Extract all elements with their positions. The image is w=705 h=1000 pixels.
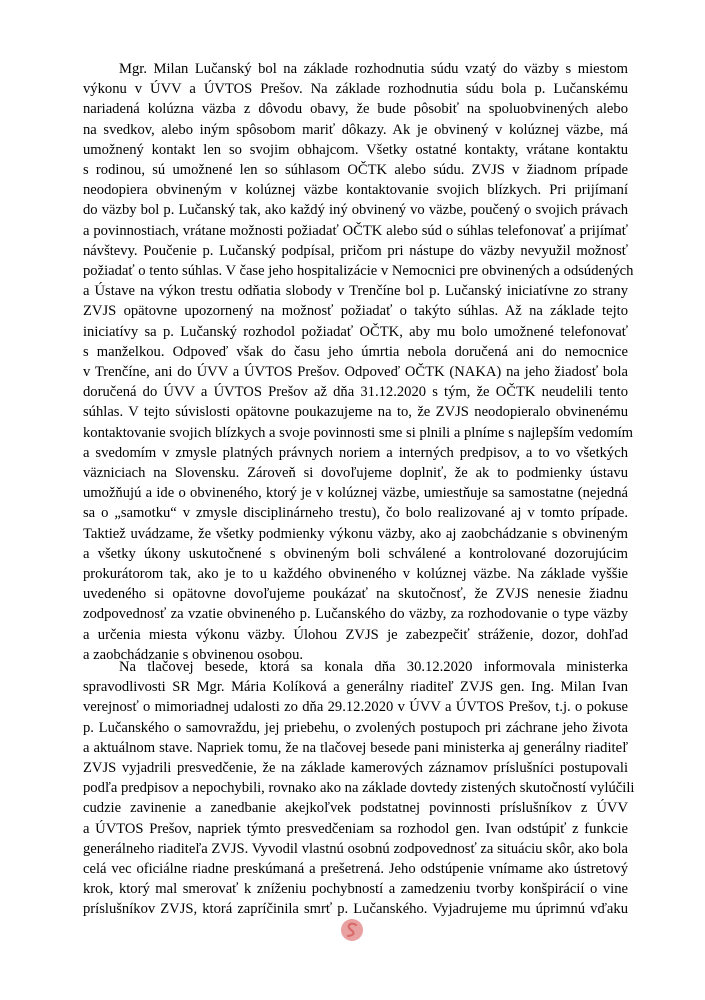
text-line: zodpovednosť za vzatie obvineného p. Lučanského do väzby, za rozhodovanie o type väzby — [83, 606, 628, 623]
text-line: neodopiera obvineným v kolúznej väzbe kontaktovanie svojich blízkych. Pri prijímaní — [83, 182, 628, 199]
text-line: cudzie zavinenie a zanedbanie akejkoľvek podstatnej povinnosti príslušníkov z ÚVV — [83, 800, 628, 817]
text-line: a všetky úkony uskutočnené s obvineným boli schválené a kontrolované dozorujúcim — [83, 545, 628, 562]
text-line: Na tlačovej besede, ktorá sa konala dňa 30.12.2020 informovala ministerka — [119, 659, 628, 675]
text-line: v Trenčíne, ani do ÚVV a ÚVTOS Prešov. Odpoveď OČTK (NAKA) na jeho žiadosť bola — [83, 364, 628, 380]
text-line: a zaobchádzanie s obvinenou osobou. — [83, 646, 304, 663]
text-line: uvedeného si opätovne dovoľujeme poukázať na skutočnosť, že ZVJS nenesie žiadnu — [83, 586, 628, 603]
text-line: a určenia miesta výkonu väzby. Úlohou ZVJS je zabezpečiť stráženie, dozor, dohľad — [83, 626, 628, 643]
text-line: výkonu v ÚVV a ÚVTOS Prešov. Na základe rozhodnutia súdu bola p. Lučanskému — [83, 81, 628, 98]
text-line: a svedomím v zmysle platných právnych noriem a interných predpisov, a to vo všetkých — [83, 444, 628, 461]
text-line: iniciatívy sa p. Lučanský rozhodol požiadať OČTK, aby mu bolo umožnené telefonovať — [83, 323, 628, 340]
text-line: celá vec oficiálne riadne preskúmaná a prešetrená. Jeho odstúpenie vnímame ako ústretový — [83, 861, 628, 877]
text-line: kontaktovanie svojich blízkych a svoje povinnosti sme si plnili a plníme s najlepším vedomím — [83, 424, 634, 441]
logo-watermark-icon — [340, 918, 364, 942]
text-line: spravodlivosti SR Mgr. Mária Kolíková a generálny riaditeľ ZVJS gen. Ing. Milan Ivan — [83, 679, 628, 696]
text-line: prokurátorom tak, ako je to u každého obvineného v kolúznej väzbe. Na základe vyššie — [83, 566, 628, 582]
text-line: sa o „samotku“ v zmysle disciplinárneho trestu), čo bolo realizované aj v tomto prípade. — [83, 505, 628, 522]
text-line: ZVJS vyjadrili presvedčenie, že na základe kamerových záznamov príslušníci postupovali — [83, 760, 628, 776]
text-line: návštevy. Poučenie p. Lučanský podpísal, pričom pri nástupe do väzby nevyužil možnosť — [83, 242, 628, 259]
text-line: podľa predpisov a nepochybili, rovnako ako na základe dovtedy zistených skutočností vylúčili — [83, 780, 635, 797]
text-line: súhlas. V tejto súvislosti opätovne poukazujeme na to, že ZVJS neodopieralo obvinenému — [83, 404, 628, 421]
text-line: na svedkov, alebo iným spôsobom mariť dôkazy. Ak je obvinený v kolúznej väzbe, má — [83, 121, 628, 138]
text-line: umožňujú a ide o obvineného, ktorý je v kolúznej väzbe, umiestňuje sa samostatne (nejedná — [83, 485, 628, 502]
text-line: doručená do ÚVV a ÚVTOS Prešov až dňa 31.12.2020 s tým, že OČTK neudelili tento — [83, 384, 628, 401]
text-line: a aktuálnom stave. Napriek tomu, že na tlačovej besede pani ministerka aj generálny riaditeľ — [83, 739, 628, 756]
text-line: a povinnostiach, vrátane možnosti požiadať OČTK alebo súd o súhlas telefonovať a prijímať — [83, 222, 628, 239]
text-line: p. Lučanského o samovraždu, jej priebehu, o zvolených postupoch pri záchrane jeho života — [83, 719, 628, 736]
text-line: príslušníkov ZVJS, ktorá zapríčinila smrť p. Lučanského. Vyjadrujeme mu úprimnú vďaku — [83, 901, 628, 918]
text-line: Mgr. Milan Lučanský bol na základe rozhodnutia súdu vzatý do väzby s miestom — [119, 61, 628, 77]
text-line: krok, ktorý mal smerovať k zníženiu pochybností a zamedzeniu tvorby konšpirácií o vine — [83, 881, 628, 898]
text-line: požiadať o tento súhlas. V čase jeho hospitalizácie v Nemocnici pre obvinených a odsúdených — [83, 263, 634, 279]
text-line: Taktiež uvádzame, že všetky podmienky výkonu väzby, ako aj zaobchádzanie s obvineným — [83, 525, 628, 542]
text-line: umožnený kontakt len so svojim obhajcom. Všetky ostatné kontakty, vrátane kontaktu — [83, 141, 628, 158]
text-line: verejnosť o mimoriadnej udalosti zo dňa 29.12.2020 v ÚVV a ÚVTOS Prešov, t.j. o pokuse — [83, 699, 628, 716]
text-line: s rodinou, sú umožnené len so súhlasom OČTK alebo súdu. ZVJS v žiadnom prípade — [83, 162, 628, 178]
text-line: ZVJS opätovne upozornený na možnosť požiadať o takýto súhlas. Až na základe tejto — [83, 303, 628, 320]
text-line: s manželkou. Odpoveď však do času jeho úmrtia nebola doručená ani do nemocnice — [83, 343, 628, 360]
text-line: do väzby bol p. Lučanský tak, ako každý iný obvinený vo väzbe, poučený o svojich právach — [83, 202, 628, 219]
text-line: a ÚVTOS Prešov, napriek týmto presvedčeniam sa rozhodol gen. Ivan odstúpiť z funkcie — [83, 820, 628, 837]
text-line: nariadená kolúzna väzba z dôvodu obavy, že bude pôsobiť na spoluobvinených alebo — [83, 101, 628, 118]
text-line: väzniciach na Slovensku. Zároveň si dovoľujeme doplniť, že ak to podmienky ústavu — [83, 465, 628, 481]
text-line: a Ústave na výkon trestu odňatia slobody v Trenčíne bol p. Lučanský iniciatívne zo strany — [83, 283, 628, 300]
text-line: generálneho riaditeľa ZVJS. Vyvodil vlastnú osobnú zodpovednosť za situáciu skôr, ako bola — [83, 840, 628, 857]
